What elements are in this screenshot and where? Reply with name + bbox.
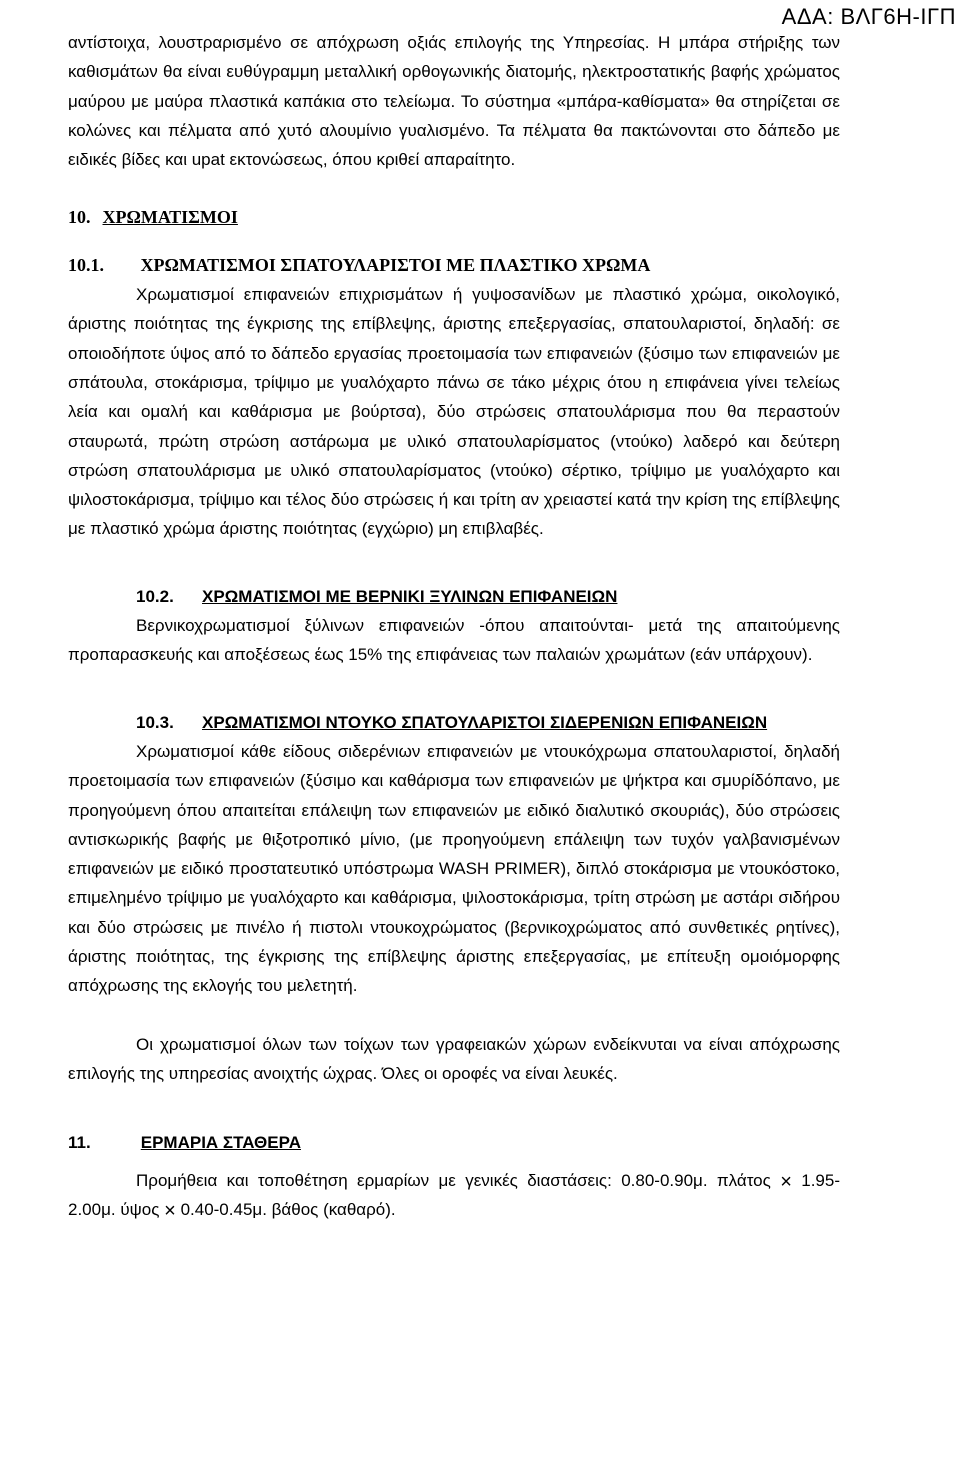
subsection-number: 10.3. (136, 712, 174, 732)
section-number: 11. (68, 1133, 91, 1153)
section-title: ΕΡΜΑΡΙΑ ΣΤΑΘΕΡΑ (140, 1133, 301, 1153)
section-number: 10. (68, 207, 91, 228)
times-icon: × (164, 1199, 176, 1222)
document-body (68, 28, 840, 1224)
subsection-number: 10.2. (136, 586, 174, 606)
ada-code: ΑΔΑ: ΒΛΓ6Η-ΙΓΠ (781, 4, 956, 29)
cabinet-height-text: 1.95-2.00μ. ύψος (68, 1170, 840, 1219)
section-10-heading (68, 203, 840, 232)
subsection-title: ΧΡΩΜΑΤΙΣΜΟΙ ΜΕ ΒΕΡΝΙΚΙ ΞΥΛΙΝΩΝ ΕΠΙΦΑΝΕΙΩΝ (202, 586, 618, 606)
subsection-number: 10.1. (68, 254, 104, 275)
section-10-2-heading (68, 582, 840, 611)
cabinet-width-text: Προμήθεια και τοποθέτηση ερμαρίων με γενικές διαστάσεις: 0.80-0.90μ. πλάτος (136, 1170, 771, 1190)
painting-note-paragraph: Οι χρωματισμοί όλων των τοίχων των γραφειακών χώρων ενδείκνυται να είναι απόχρωσης επιλογής της υπηρεσίας ανοιχτής ώχρας. Όλες οι οροφές να είναι λευκές. (68, 1034, 840, 1083)
section-11-heading (68, 1128, 840, 1157)
section-title: ΧΡΩΜΑΤΙΣΜΟΙ (102, 207, 238, 228)
section-10-1-paragraph: Χρωματισμοί επιφανειών επιχρισμάτων ή γυψοσανίδων με πλαστικό χρώμα, οικολογικό, άριστης ποιότητας της έγκρισης της επίβλεψης, άριστης επεξεργασίας, σπατουλαριστοί, δηλαδή: σε οποιοδήποτε ύψος από το δάπεδο εργασίας προετοιμασία των επιφανειών (ξύσιμο των επιφανειών με σπάτουλα, στοκάρισμα, τρίψιμο με γυαλόχαρτο πάνω σε τάκο μέχρις ότου η επιφάνεια γίνει τελείως λεία και ομαλή και καθάρισμα με βούρτσα), δύο στρώσεις σπατουλάρισμα που θα περαστούν σταυρωτά, πρώτη στρώση αστάρωμα με υλικό σπατουλαρίσματος (ντούκο) λαδερό και δεύτερη στρώση σπατουλάρισμα με υλικό σπατουλαρίσματος (ντούκο) σέρτικο, τρίψιμο με γυαλόχαρτο και ψιλοστοκάρισμα, τρίψιμο και τέλος δύο στρώσεις ή και τρίτη αν χρειαστεί κατά την κρίση της επίβλεψης με πλαστικό χρώμα άριστης ποιότητας (εγχώριο) μη επιβλαβές. (68, 285, 840, 539)
section-11-paragraph (68, 1166, 840, 1225)
cabinet-depth-text: 0.40-0.45μ. βάθος (καθαρό). (180, 1199, 396, 1219)
section-10-3-heading (68, 708, 840, 737)
times-icon: × (780, 1170, 792, 1193)
section-10-1-heading (68, 251, 840, 280)
subsection-title: ΧΡΩΜΑΤΙΣΜΟΙ ΣΠΑΤΟΥΛΑΡΙΣΤΟΙ ΜΕ ΠΛΑΣΤΙΚΟ ΧΡΩΜΑ (140, 254, 651, 275)
intro-paragraph: αντίστοιχα, λουστραρισμένο σε απόχρωση οξιάς επιλογής της Υπηρεσίας. Η μπάρα στήριξης των καθισμάτων θα είναι ευθύγραμμη μεταλλική ορθογωνικής διατομής, ηλεκτροστατικής βαφής χρώματος μαύρου με μαύρα πλαστικά καπάκια στο τελείωμα. Το σύστημα «μπάρα-καθίσματα» θα στηρίζεται σε κολώνες και πέλματα από χυτό αλουμίνιο γυαλισμένο. Τα πέλματα θα πακτώνονται στο δάπεδο με ειδικές βίδες και upat εκτονώσεως, όπου κριθεί απαραίτητο. (68, 33, 840, 170)
subsection-title: ΧΡΩΜΑΤΙΣΜΟΙ ΝΤΟΥΚΟ ΣΠΑΤΟΥΛΑΡΙΣΤΟΙ ΣΙΔΕΡΕΝΙΩΝ ΕΠΙΦΑΝΕΙΩΝ (202, 712, 768, 732)
section-10-3-paragraph: Χρωματισμοί κάθε είδους σιδερένιων επιφανειών με ντουκόχρωμα σπατουλαριστοί, δηλαδή προετοιμασία των επιφανειών (ξύσιμο και καθάρισμα των επιφανειών με ψήκτρα και σμυρίδόπανο, με προηγούμενη όπου απαιτείται επάλειψη των επιφανειών με ειδικό διαλυτικό σκουριάς), δύο στρώσεις αντισκωρικής βαφής με θιξοτροπικό μίνιο, (με προηγούμενη επάλειψη των τυχόν γαλβανισμένων επιφανειών με ειδικό προστατευτικό υπόστρωμα WASH PRIMER), διπλό στοκάρισμα με ντουκόστοκο, επιμελημένο τρίψιμο με γυαλόχαρτο και καθάρισμα, ψιλοστοκάρισμα, τρίτη στρώση με αστάρι σιδήρου και δύο στρώσεις με πινέλο ή πιστολι ντουκοχρώματος (βερνικοχρώματος από συνθετικές ρητίνες), άριστης ποιότητας, της έγκρισης της επίβλεψης άριστης επεξεργασίας, με επίτευξη ομοιόμορφης απόχρωσης της εκλογής του μελετητή. (68, 741, 840, 996)
section-10-2-paragraph: Βερνικοχρωματισμοί ξύλινων επιφανειών -όπου απαιτούνται- μετά της απαιτούμενης προπαρασκευής και αποξέσεως έως 15% της επιφάνειας των παλαιών χρωμάτων (εάν υπάρχουν). (68, 616, 840, 665)
